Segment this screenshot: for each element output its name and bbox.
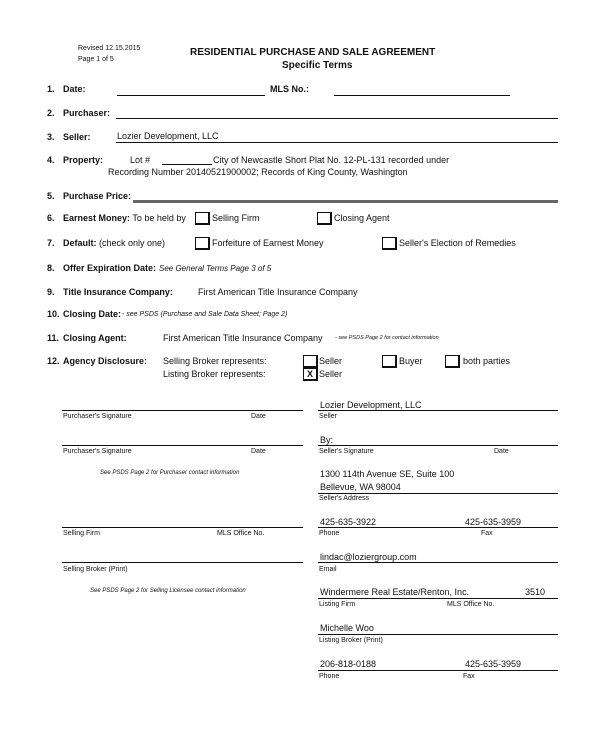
revised-date: Revised 12.15.2015 bbox=[78, 45, 141, 52]
lot-field[interactable] bbox=[162, 164, 212, 165]
fax-label: Fax bbox=[463, 673, 475, 680]
seller-label: Seller bbox=[319, 413, 337, 420]
closing-agent-value: First American Title Insurance Company bbox=[163, 333, 323, 343]
listing-broker-label: Listing Broker (Print) bbox=[319, 637, 383, 644]
purchaser-signature-label: Purchaser's Signature bbox=[63, 413, 132, 420]
seller-label: Seller: bbox=[63, 132, 91, 142]
selling-firm-line[interactable] bbox=[62, 527, 303, 528]
selling-broker-line[interactable] bbox=[62, 562, 303, 563]
seller-address-line-2[interactable]: Bellevue, WA 98004 bbox=[320, 482, 401, 492]
date-field[interactable] bbox=[117, 95, 265, 96]
purchaser-field[interactable] bbox=[116, 118, 558, 119]
broker-phone[interactable]: 206-818-0188 bbox=[320, 659, 377, 669]
selling-firm-checkbox[interactable] bbox=[195, 212, 210, 225]
licensee-contact-note: See PSDS Page 2 for Selling Licensee contact information bbox=[90, 588, 246, 594]
item-number: 9. bbox=[47, 287, 55, 297]
selling-seller-checkbox[interactable] bbox=[303, 355, 318, 368]
seller-phone[interactable]: 425-635-3922 bbox=[320, 517, 377, 527]
item-number: 10. bbox=[47, 309, 60, 319]
listing-firm-label: Listing Firm bbox=[319, 601, 356, 608]
item-number: 1. bbox=[47, 84, 55, 94]
listing-broker[interactable]: Michelle Woo bbox=[320, 623, 374, 633]
closing-date-note: - see PSDS (Purchase and Sale Data Sheet; Page 2) bbox=[122, 311, 288, 318]
listing-broker-represents: Listing Broker represents: bbox=[163, 369, 266, 379]
mls-office-label: MLS Office No. bbox=[217, 530, 265, 537]
date-label: Date bbox=[251, 448, 266, 455]
email-line bbox=[318, 562, 558, 563]
property-desc-2: Recording Number 20140521900002; Records of King County, Washington bbox=[108, 167, 408, 177]
seller-name[interactable]: Lozier Development, LLC bbox=[320, 400, 422, 410]
purchaser-signature-line-1[interactable] bbox=[62, 410, 303, 411]
closing-date-label: Closing Date: bbox=[63, 309, 122, 319]
mls-office-label: MLS Office No. bbox=[447, 601, 495, 608]
listing-broker-line bbox=[318, 634, 558, 635]
selling-broker-label: Selling Broker (Print) bbox=[63, 566, 128, 573]
seller-field-line bbox=[116, 142, 558, 143]
phone-label: Phone bbox=[319, 530, 340, 537]
item-number: 8. bbox=[47, 263, 55, 273]
purchaser-label: Purchaser: bbox=[63, 108, 111, 118]
mls-label: MLS No.: bbox=[270, 84, 309, 94]
document-title: RESIDENTIAL PURCHASE AND SALE AGREEMENT bbox=[190, 47, 436, 58]
fax-label: Fax bbox=[481, 530, 493, 537]
property-label: Property: bbox=[63, 155, 104, 165]
offer-expiration-note: See General Terms Page 3 of 5 bbox=[159, 264, 272, 273]
phone-label: Phone bbox=[319, 673, 340, 680]
purchaser-signature-label: Purchaser's Signature bbox=[63, 448, 132, 455]
item-number: 12. bbox=[47, 356, 60, 366]
seller-value[interactable]: Lozier Development, LLC bbox=[117, 131, 219, 141]
seller-email[interactable]: lindac@loziergroup.com bbox=[320, 552, 417, 562]
default-label: Default: bbox=[63, 238, 97, 248]
seller-fax[interactable]: 425-635-3959 bbox=[465, 517, 522, 527]
date-label: Date bbox=[494, 448, 509, 455]
agency-label: Agency Disclosure: bbox=[63, 356, 148, 366]
selling-both-label: both parties bbox=[463, 356, 511, 366]
title-insurance-label: Title Insurance Company: bbox=[63, 287, 173, 297]
date-label: Date: bbox=[63, 84, 86, 94]
by-label: By: bbox=[320, 435, 334, 445]
closing-agent-checkbox[interactable] bbox=[317, 212, 332, 225]
purchaser-signature-line-2[interactable] bbox=[62, 445, 303, 446]
mls-field[interactable] bbox=[334, 95, 510, 96]
default-sub: (check only one) bbox=[99, 238, 166, 248]
seller-remedies-label: Seller's Election of Remedies bbox=[399, 238, 516, 248]
item-number: 11. bbox=[47, 333, 60, 343]
listing-firm-line bbox=[318, 598, 558, 599]
price-label: Purchase Price: bbox=[63, 191, 132, 201]
closing-agent-note: - see PSDS Page 2 for contact information bbox=[335, 335, 439, 341]
forfeiture-checkbox[interactable] bbox=[195, 237, 210, 250]
item-number: 6. bbox=[47, 213, 55, 223]
selling-firm-label: Selling Firm bbox=[212, 213, 260, 223]
seller-address-label: Seller's Address bbox=[319, 495, 369, 502]
listing-seller-label: Seller bbox=[319, 369, 343, 379]
broker-fax[interactable]: 425-635-3959 bbox=[465, 659, 522, 669]
listing-seller-checkbox[interactable]: X bbox=[303, 368, 318, 381]
earnest-label: Earnest Money: bbox=[63, 213, 131, 223]
selling-buyer-label: Buyer bbox=[399, 356, 423, 366]
listing-firm[interactable]: Windermere Real Estate/Renton, Inc. bbox=[320, 587, 470, 597]
selling-seller-label: Seller bbox=[319, 356, 343, 366]
broker-phone-line bbox=[318, 670, 558, 671]
date-label: Date bbox=[251, 413, 266, 420]
closing-agent-field-label: Closing Agent: bbox=[63, 333, 127, 343]
phone-line bbox=[318, 527, 558, 528]
selling-broker-represents: Selling Broker represents: bbox=[163, 356, 267, 366]
lot-label: Lot # bbox=[130, 155, 151, 165]
seller-signature-line[interactable] bbox=[318, 445, 558, 446]
price-field[interactable] bbox=[133, 200, 558, 203]
email-label: Email bbox=[319, 566, 337, 573]
selling-firm-label: Selling Firm bbox=[63, 530, 100, 537]
earnest-sub: To be held by bbox=[132, 213, 186, 223]
selling-buyer-checkbox[interactable] bbox=[382, 355, 397, 368]
property-desc-1: City of Newcastle Short Plat No. 12-PL-131 recorded under bbox=[213, 155, 450, 165]
forfeiture-label: Forfeiture of Earnest Money bbox=[212, 238, 324, 248]
title-insurance-value: First American Title Insurance Company bbox=[198, 287, 358, 297]
seller-line bbox=[318, 410, 558, 411]
document-subtitle: Specific Terms bbox=[282, 60, 353, 71]
offer-expiration-label: Offer Expiration Date: bbox=[63, 263, 157, 273]
selling-both-checkbox[interactable] bbox=[445, 355, 460, 368]
listing-mls-office-no[interactable]: 3510 bbox=[525, 587, 546, 597]
item-number: 3. bbox=[47, 132, 55, 142]
purchaser-contact-note: See PSDS Page 2 for Purchaser contact information bbox=[100, 470, 240, 476]
seller-address-line-1[interactable]: 1300 114th Avenue SE, Suite 100 bbox=[320, 469, 455, 479]
address-line bbox=[318, 493, 558, 494]
item-number: 7. bbox=[47, 238, 55, 248]
seller-signature-label: Seller's Signature bbox=[319, 448, 374, 455]
item-number: 2. bbox=[47, 108, 55, 118]
item-number: 5. bbox=[47, 191, 55, 201]
page-number: Page 1 of 5 bbox=[78, 56, 114, 63]
item-number: 4. bbox=[47, 155, 55, 165]
seller-remedies-checkbox[interactable] bbox=[382, 237, 397, 250]
closing-agent-label: Closing Agent bbox=[334, 213, 390, 223]
